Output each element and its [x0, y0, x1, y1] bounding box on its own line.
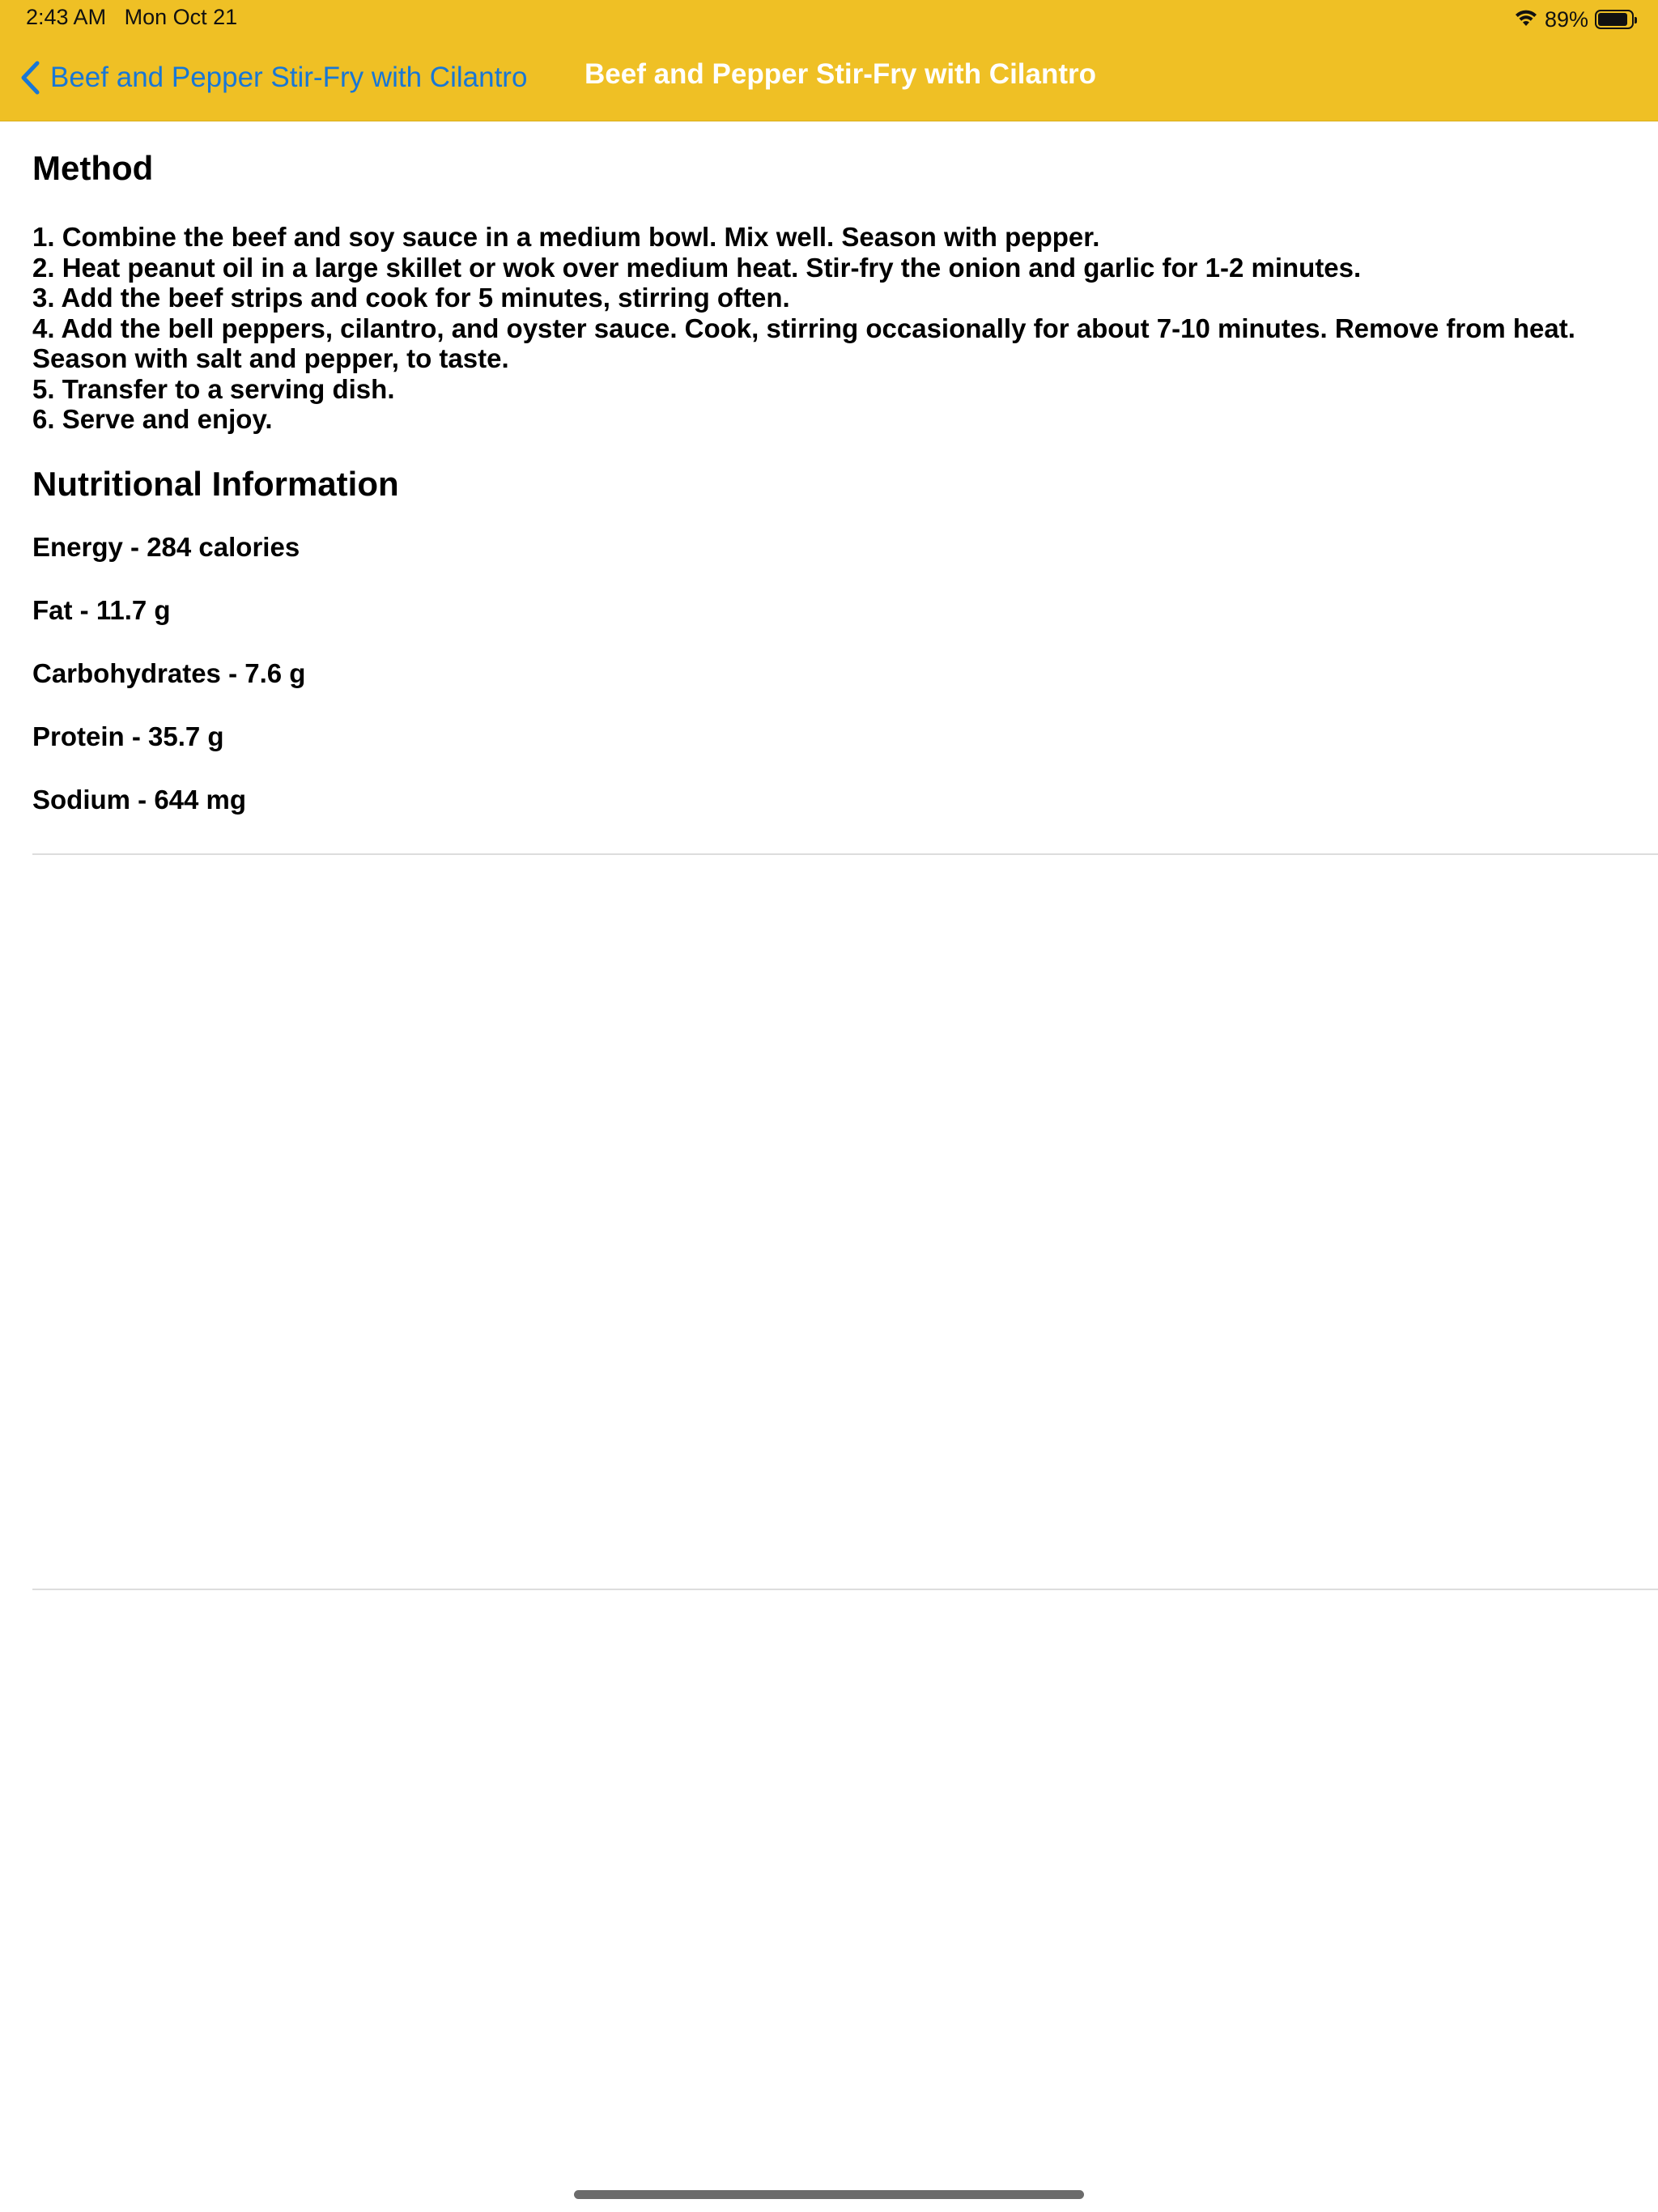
nutrition-energy: Energy - 284 calories	[32, 532, 300, 562]
battery-icon	[1595, 10, 1634, 29]
wifi-icon	[1514, 8, 1538, 32]
method-step: 6. Serve and enjoy.	[32, 404, 273, 434]
battery-percent: 89%	[1544, 6, 1588, 32]
divider	[32, 1589, 1658, 1590]
status-time: 2:43 AM	[26, 5, 107, 29]
back-button[interactable]	[18, 57, 527, 99]
nutrition-list	[32, 531, 305, 847]
status-time-date	[26, 5, 237, 30]
method-step: 5. Transfer to a serving dish.	[32, 373, 395, 404]
nutrition-protein: Protein - 35.7 g	[32, 721, 224, 751]
back-button-label: Beef and Pepper Stir-Fry with Cilantro	[50, 62, 528, 93]
top-bar	[0, 0, 1658, 121]
nutrition-carbohydrates: Carbohydrates - 7.6 g	[32, 658, 306, 688]
status-date: Mon Oct 21	[124, 5, 238, 29]
home-indicator[interactable]	[574, 2190, 1084, 2199]
method-step: 3. Add the beef strips and cook for 5 minutes, stirring often.	[32, 283, 790, 313]
status-bar	[0, 0, 1658, 39]
battery-fill	[1598, 13, 1627, 26]
battery-cap	[1635, 17, 1637, 23]
navigation-bar	[0, 39, 1658, 121]
status-indicators	[1514, 6, 1634, 32]
nutrition-sodium: Sodium - 644 mg	[32, 785, 247, 815]
method-step: 4. Add the bell peppers, cilantro, and oyster sauce. Cook, stirring occasionally for about 7-10 minutes. Remove from heat. Season with salt and pepper, to taste.	[32, 313, 1575, 373]
method-step: 1. Combine the beef and soy sauce in a medium bowl. Mix well. Season with pepper.	[32, 222, 1100, 252]
divider	[32, 853, 1658, 855]
chevron-left-icon	[18, 58, 42, 97]
method-heading: Method	[32, 149, 154, 187]
method-step: 2. Heat peanut oil in a large skillet or wok over medium heat. Stir-fry the onion and garlic for 1-2 minutes.	[32, 252, 1362, 283]
method-steps-list	[32, 222, 1643, 435]
nutrition-heading: Nutritional Information	[32, 465, 399, 503]
nav-title: Beef and Pepper Stir-Fry with Cilantro	[585, 58, 1097, 90]
nutrition-fat: Fat - 11.7 g	[32, 595, 171, 625]
